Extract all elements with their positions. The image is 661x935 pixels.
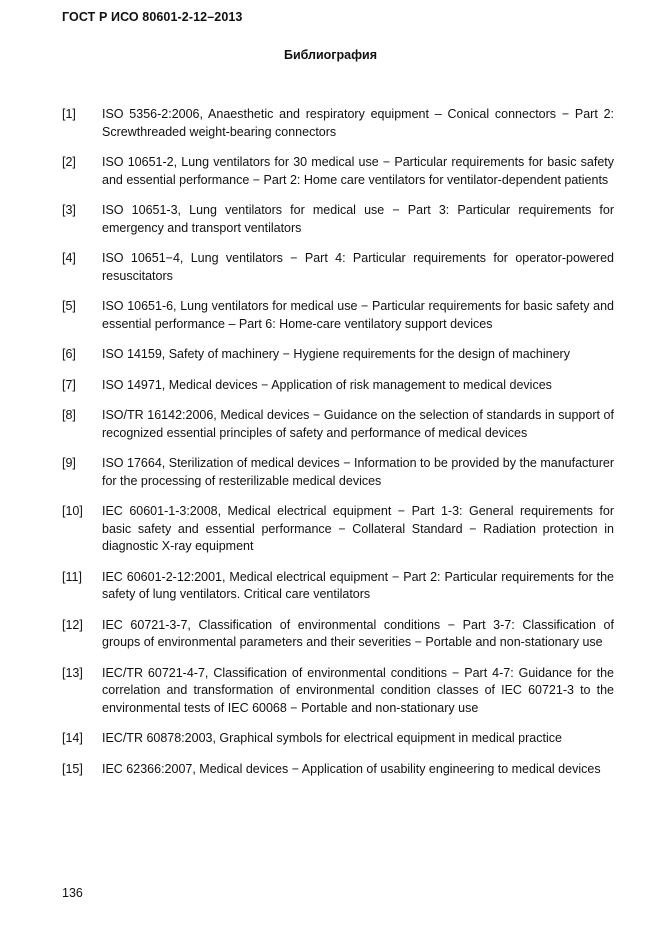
reference-text: IEC 60721-3-7, Classification of environmental conditions − Part 3-7: Classification of groups of environmental parameters and their severities − Portable and non-stationary use (102, 617, 614, 649)
reference-number: [4] (62, 251, 76, 265)
reference-text: IEC 60601-1-3:2008, Medical electrical equipment − Part 1-3: General requirements for basic safety and essential performance − Collateral Standard − Radiation protection in diagnostic X-ray equipment (102, 504, 614, 553)
bibliography-item (62, 154, 614, 189)
bibliography-item (62, 569, 614, 604)
reference-number: [9] (62, 456, 76, 470)
bibliography-item (62, 455, 614, 490)
reference-number: [2] (62, 155, 76, 169)
reference-number: [7] (62, 377, 76, 392)
reference-number: [6] (62, 347, 76, 361)
reference-text: ISO 14971, Medical devices − Application of risk management to medical devices (102, 377, 552, 392)
bibliography-item (62, 202, 614, 237)
bibliography-list (62, 106, 614, 791)
reference-number: [5] (62, 299, 76, 313)
bibliography-item (62, 503, 614, 556)
reference-text: ISO 10651-3, Lung ventilators for medical use − Part 3: Particular requirements for emergency and transport ventilators (102, 203, 614, 235)
bibliography-item (62, 298, 614, 333)
reference-text: ISO 10651−4, Lung ventilators − Part 4: Particular requirements for operator-powered resuscitators (102, 251, 614, 283)
reference-text: IEC/TR 60878:2003, Graphical symbols for electrical equipment in medical practice (102, 731, 562, 745)
bibliography-item (62, 346, 614, 364)
document-standard-header: ГОСТ Р ИСО 80601-2-12–2013 (62, 10, 243, 24)
bibliography-item (62, 730, 614, 748)
reference-text: ISO 14159, Safety of machinery − Hygiene requirements for the design of machinery (102, 347, 570, 361)
page-number: 136 (62, 886, 83, 900)
reference-text: ISO 5356-2:2006, Anaesthetic and respiratory equipment – Conical connectors − Part 2: Screwthreaded weight-bearing connectors (102, 107, 614, 139)
reference-number: [11] (62, 569, 82, 584)
reference-text: ISO 10651-6, Lung ventilators for medical use − Particular requirements for basic safety and essential performance – Part 6: Home-care ventilatory support devices (102, 299, 614, 331)
reference-number: [15] (62, 761, 83, 776)
bibliography-item (62, 106, 614, 141)
reference-text: ISO 10651-2, Lung ventilators for 30 medical use − Particular requirements for basic safety and essential performance − Part 2: Home care ventilators for ventilator-dependent patients (102, 155, 614, 187)
reference-text: ISO 17664, Sterilization of medical devices − Information to be provided by the manufacturer for the processing of resterilizable medical devices (102, 456, 614, 488)
bibliography-item (62, 250, 614, 285)
reference-number: [14] (62, 731, 83, 745)
page-title: Библиография (283, 48, 378, 62)
reference-number: [13] (62, 665, 83, 680)
bibliography-item (62, 407, 614, 442)
reference-number: [3] (62, 203, 76, 217)
bibliography-item (62, 665, 614, 718)
reference-number: [10] (62, 504, 83, 518)
reference-number: [8] (62, 408, 76, 422)
reference-number: [1] (62, 107, 76, 121)
reference-text: IEC/TR 60721-4-7, Classification of environmental conditions − Part 4-7: Guidance for the correlation and transformation of environmental condition classes of IEC 60721-3 to the environmental tests of IEC 60068 − Portable and non-stationary use (102, 665, 614, 715)
bibliography-item (62, 617, 614, 652)
bibliography-item (62, 377, 614, 395)
reference-text: ISO/TR 16142:2006, Medical devices − Guidance on the selection of standards in support of recognized essential principles of safety and performance of medical devices (102, 408, 614, 440)
bibliography-item (62, 761, 614, 779)
reference-text: IEC 60601-2-12:2001, Medical electrical equipment − Part 2: Particular requirements for the safety of lung ventilators. Critical care ventilators (102, 569, 614, 601)
reference-number: [12] (62, 617, 83, 632)
reference-text: IEC 62366:2007, Medical devices − Application of usability engineering to medical devices (102, 761, 601, 776)
